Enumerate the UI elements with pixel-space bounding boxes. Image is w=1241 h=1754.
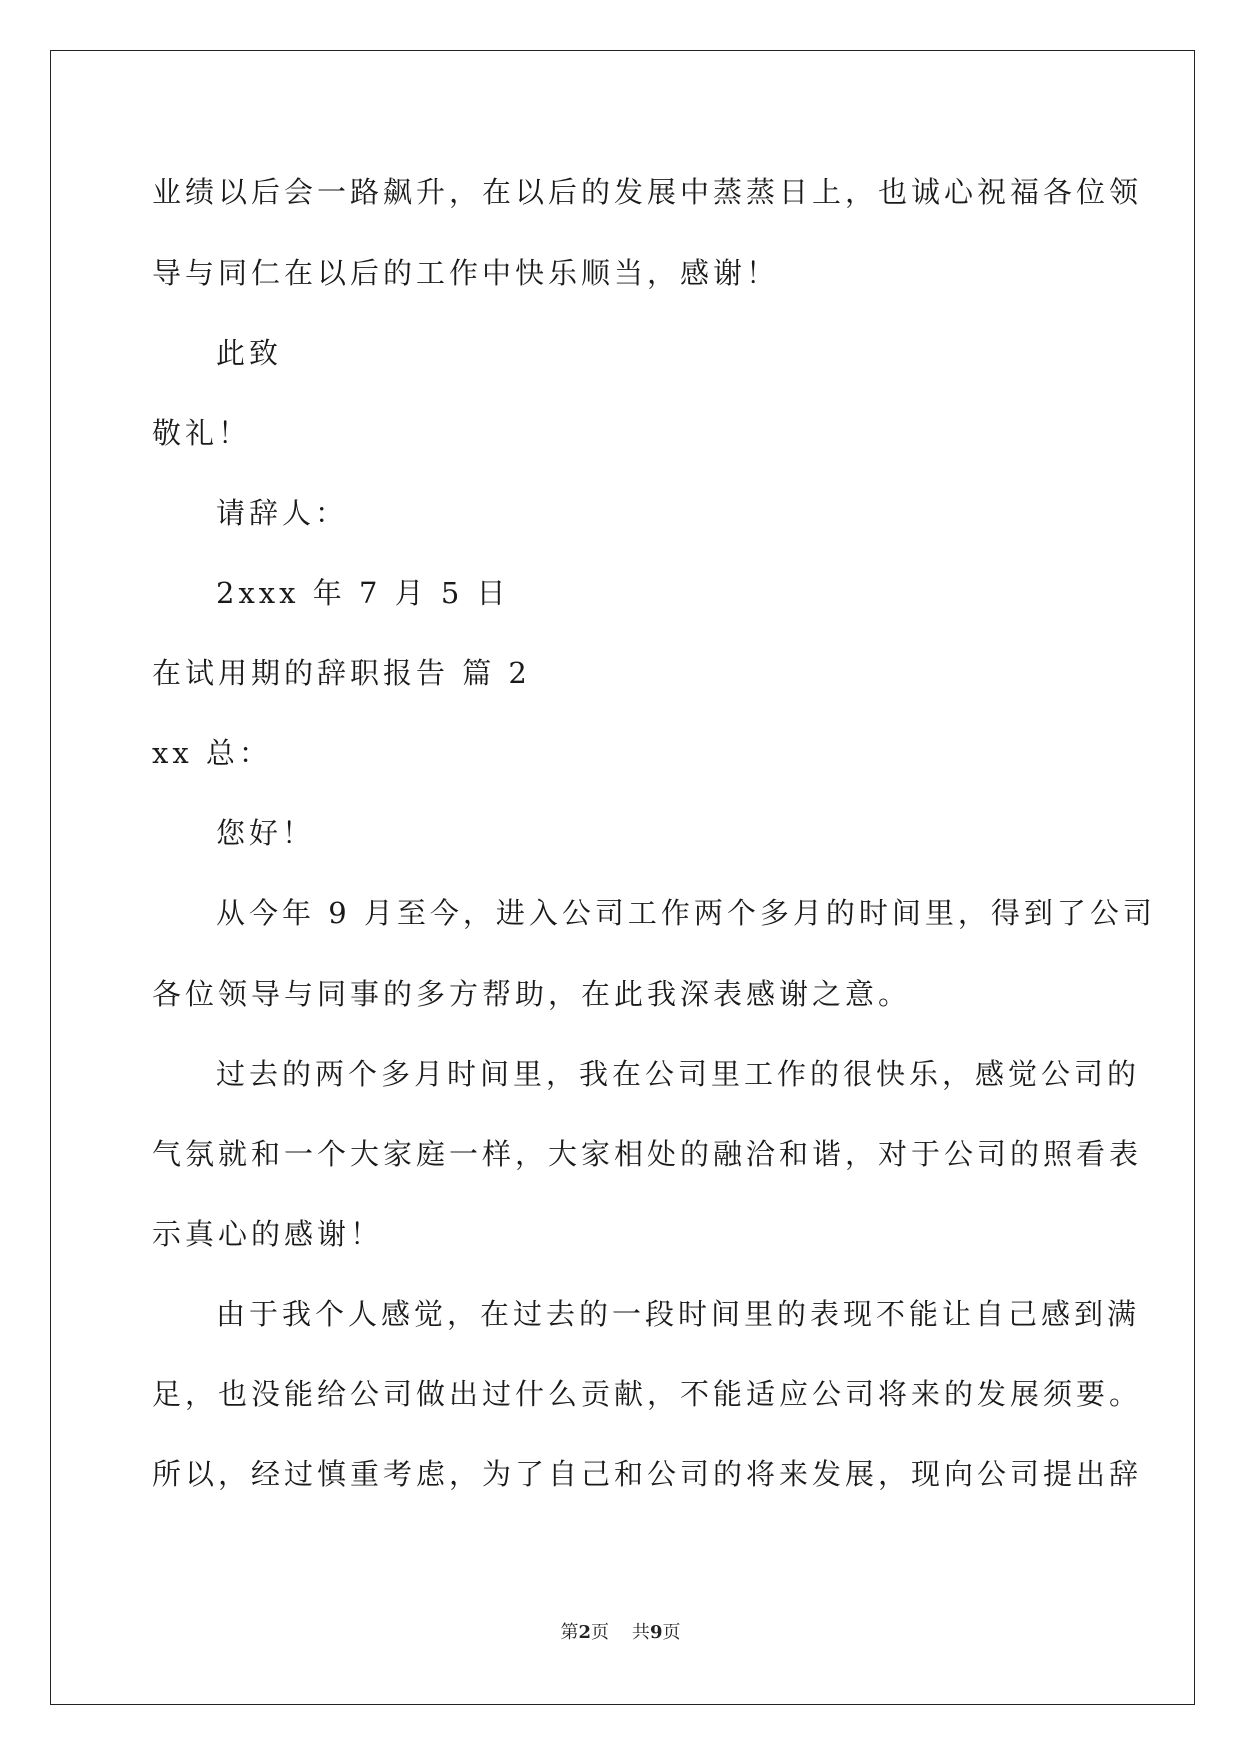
text-line-13: 气氛就和一个大家庭一样，大家相处的融洽和谐，对于公司的照看表 [152, 1137, 1143, 1171]
footer-mid: 页 共 [591, 1622, 650, 1643]
footer-suffix: 页 [662, 1622, 681, 1643]
text-line-15: 由于我个人感觉，在过去的一段时间里的表现不能让自己感到满 [216, 1297, 1141, 1331]
current-page-number: 2 [578, 1622, 592, 1643]
salutation-respect: 敬礼！ [152, 416, 252, 450]
text-line-16: 足，也没能给公司做出过什么贡献，不能适应公司将来的发展须要。 [152, 1377, 1143, 1411]
page-footer [0, 1618, 1241, 1644]
text-line-12: 过去的两个多月时间里，我在公司里工作的很快乐，感觉公司的 [216, 1057, 1141, 1091]
text-line-2: 导与同仁在以后的工作中快乐顺当，感谢！ [152, 256, 780, 290]
footer-prefix: 第 [560, 1622, 579, 1643]
text-line-10: 从今年 9 月至今，进入公司工作两个多月的时间里，得到了公司 [216, 896, 1156, 930]
text-line-14: 示真心的感谢！ [152, 1217, 384, 1251]
salutation-closing: 此致 [216, 336, 283, 370]
signature-label: 请辞人： [216, 496, 349, 530]
total-page-number: 9 [649, 1622, 663, 1643]
text-line-11: 各位领导与同事的多方帮助，在此我深表感谢之意。 [152, 977, 912, 1011]
section-heading: 在试用期的辞职报告 篇 2 [152, 656, 531, 690]
greeting: 您好！ [216, 816, 316, 850]
text-line-1: 业绩以后会一路飙升，在以后的发展中蒸蒸日上，也诚心祝福各位领 [152, 175, 1143, 209]
text-line-17: 所以，经过慎重考虑，为了自己和公司的将来发展，现向公司提出辞 [152, 1457, 1143, 1491]
recipient: xx 总： [152, 736, 272, 770]
signature-date: 2xxx 年 7 月 5 日 [216, 576, 510, 610]
